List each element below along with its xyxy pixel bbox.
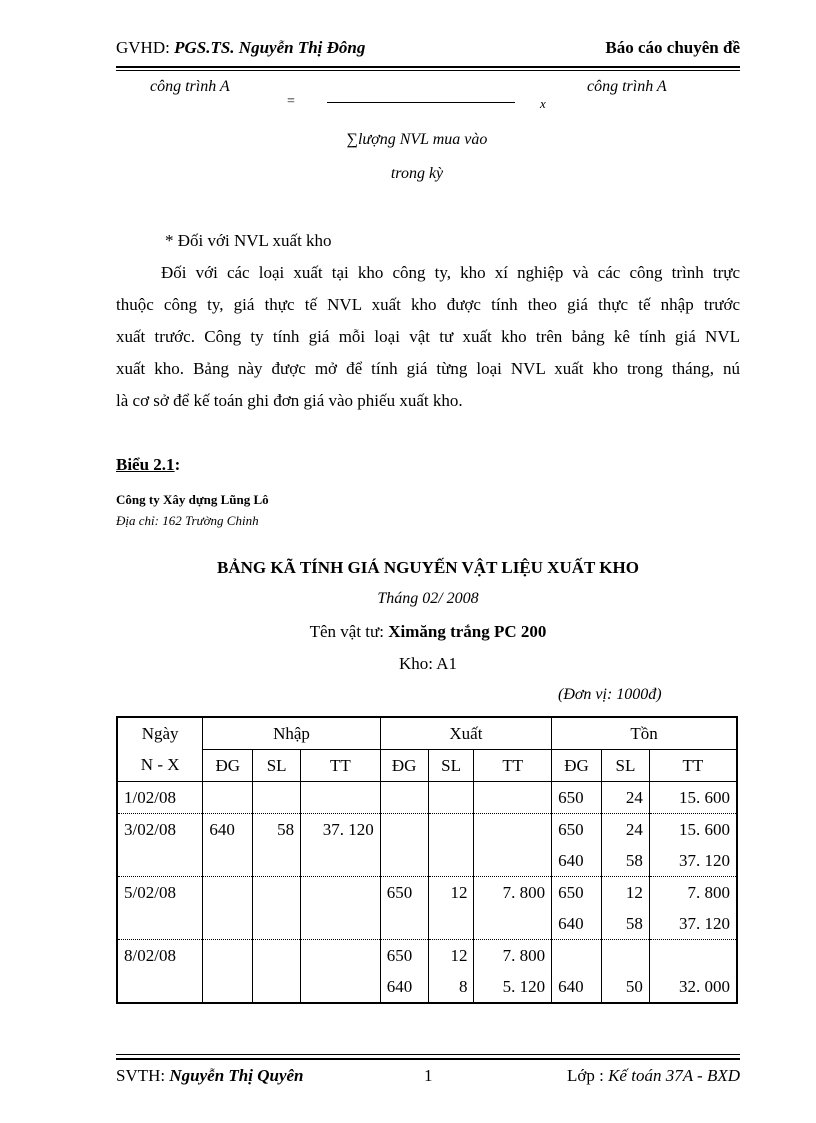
cell [253, 940, 301, 972]
cell: 58 [253, 814, 301, 846]
cell [253, 908, 301, 940]
sub-header: ĐG [552, 750, 602, 782]
table-row [117, 877, 737, 909]
table-header-row [117, 717, 737, 750]
cell-date: 5/02/08 [117, 877, 203, 909]
cell [602, 940, 650, 972]
sub-header: ĐG [203, 750, 253, 782]
cell: 650 [380, 940, 428, 972]
cell [253, 971, 301, 1003]
footer-rule [116, 1058, 740, 1060]
header-advisor [116, 38, 365, 58]
section-paragraph [116, 257, 740, 417]
formula-equals: = [287, 94, 295, 109]
table-month: Tháng 02/ 2008 [377, 590, 479, 607]
cell [301, 877, 381, 909]
cell: 8 [428, 971, 474, 1003]
cell: 650 [552, 877, 602, 909]
cell: 640 [203, 814, 253, 846]
table-row [117, 814, 737, 846]
sub-header: TT [301, 750, 381, 782]
cell [253, 845, 301, 877]
cell: 7. 800 [474, 940, 552, 972]
class-label: Lớp : [566, 1066, 604, 1085]
cell [203, 971, 253, 1003]
bieu-label: Biểu 2.1 [116, 455, 175, 474]
cell [301, 940, 381, 972]
report-title: Báo cáo chuyên đề [605, 38, 740, 57]
unit-note: (Đơn vị: 1000đ) [558, 686, 662, 703]
cell [301, 782, 381, 814]
sub-header: TT [474, 750, 552, 782]
paragraph-line: thuộc công ty, giá thực tế NVL xuất kho được tính theo giá thực tế nhập trước [116, 295, 740, 314]
formula-denominator-1: ∑lượng NVL mua vào [346, 131, 488, 148]
header-rule [116, 66, 740, 68]
cell [253, 877, 301, 909]
cell: 650 [552, 782, 602, 814]
cell: 37. 120 [649, 845, 737, 877]
cell: 58 [602, 908, 650, 940]
cell [428, 908, 474, 940]
material-name: Ximăng trắng PC 200 [388, 622, 547, 641]
cell: 640 [552, 971, 602, 1003]
cell: 650 [380, 877, 428, 909]
cell: 37. 120 [649, 908, 737, 940]
section-heading: * Đối với NVL xuất kho [165, 231, 332, 250]
paragraph-line: xuất trước. Công ty tính giá mỗi loại vật tư xuất kho trên bảng kê tính giá NVL [116, 327, 740, 346]
cell [203, 782, 253, 814]
cell [301, 971, 381, 1003]
company-name: Công ty Xây dựng Lũng Lô [116, 492, 269, 507]
student-name: Nguyễn Thị Quyên [169, 1066, 304, 1085]
cell [380, 814, 428, 846]
footer-rule-thin [116, 1054, 740, 1055]
cell [428, 814, 474, 846]
cell [380, 845, 428, 877]
cell: 640 [552, 845, 602, 877]
formula-times: x [540, 96, 546, 111]
col-date-sub: N - X [117, 750, 203, 782]
formula-denominator-2: trong kỳ [390, 165, 444, 182]
cell [474, 908, 552, 940]
header-rule-thin [116, 70, 740, 71]
page-number: 1 [424, 1066, 433, 1085]
cell [428, 845, 474, 877]
cell-date [117, 845, 203, 877]
footer-class [567, 1066, 740, 1086]
table-row [117, 845, 737, 877]
material-line [116, 622, 740, 642]
col-date-header: Ngày [117, 717, 203, 750]
cell: 7. 800 [474, 877, 552, 909]
company-address: Địa chỉ: 162 Trường Chinh [116, 513, 259, 528]
table-row [117, 940, 737, 972]
cell [203, 877, 253, 909]
table-subheader-row [117, 750, 737, 782]
cell: 12 [428, 877, 474, 909]
cell [474, 782, 552, 814]
formula-left: công trình A [150, 78, 230, 95]
cell: 24 [602, 782, 650, 814]
cell [649, 940, 737, 972]
cell [428, 782, 474, 814]
paragraph-line: Đối với các loại xuất tại kho công ty, kho xí nghiệp và các công trình trực [161, 263, 740, 282]
advisor-name: PGS.TS. Nguyễn Thị Đông [174, 38, 366, 57]
group-xuat: Xuất [380, 717, 551, 750]
warehouse: Kho: A1 [398, 654, 458, 673]
student-label: SVTH: [116, 1066, 166, 1085]
formula-right: công trình A [587, 78, 667, 95]
paragraph-line: xuất kho. Bảng này được mở để tính giá từng loại NVL xuất kho trong tháng, nú [116, 359, 740, 378]
cell: 24 [602, 814, 650, 846]
sub-header: SL [253, 750, 301, 782]
group-ton: Tồn [552, 717, 737, 750]
cell [253, 782, 301, 814]
group-nhap: Nhập [203, 717, 380, 750]
advisor-label: GVHD: [116, 38, 170, 57]
sub-header: SL [428, 750, 474, 782]
stock-table [116, 716, 738, 1004]
sub-header: TT [649, 750, 737, 782]
cell [301, 845, 381, 877]
cell: 15. 600 [649, 814, 737, 846]
cell-date: 1/02/08 [117, 782, 203, 814]
cell [203, 940, 253, 972]
table-row [117, 782, 737, 814]
cell-date [117, 971, 203, 1003]
cell: 50 [602, 971, 650, 1003]
cell: 640 [552, 908, 602, 940]
cell: 7. 800 [649, 877, 737, 909]
cell [380, 782, 428, 814]
sub-header: SL [602, 750, 650, 782]
material-label: Tên vật tư: [309, 622, 384, 641]
bieu-heading [116, 455, 180, 475]
table-title: BẢNG KÃ TÍNH GIÁ NGUYẾN VẬT LIỆU XUẤT KHO [217, 558, 639, 577]
cell: 58 [602, 845, 650, 877]
sub-header: ĐG [380, 750, 428, 782]
cell: 5. 120 [474, 971, 552, 1003]
cell: 12 [602, 877, 650, 909]
cell [552, 940, 602, 972]
cell: 37. 120 [301, 814, 381, 846]
cell [301, 908, 381, 940]
class-name: Kế toán 37A - BXD [608, 1066, 740, 1085]
bieu-colon: : [174, 455, 181, 474]
cell [203, 845, 253, 877]
cell: 15. 600 [649, 782, 737, 814]
footer-student [116, 1066, 304, 1086]
paragraph-line: là cơ sở để kế toán ghi đơn giá vào phiếu xuất kho. [116, 391, 463, 410]
cell-date [117, 908, 203, 940]
table-row [117, 971, 737, 1003]
cell: 32. 000 [649, 971, 737, 1003]
cell: 12 [428, 940, 474, 972]
cell: 640 [380, 971, 428, 1003]
table-row [117, 908, 737, 940]
cell-date: 8/02/08 [117, 940, 203, 972]
cell-date: 3/02/08 [117, 814, 203, 846]
cell [474, 845, 552, 877]
cell [474, 814, 552, 846]
cell: 650 [552, 814, 602, 846]
fraction-bar [327, 102, 515, 103]
cell [203, 908, 253, 940]
cell [380, 908, 428, 940]
